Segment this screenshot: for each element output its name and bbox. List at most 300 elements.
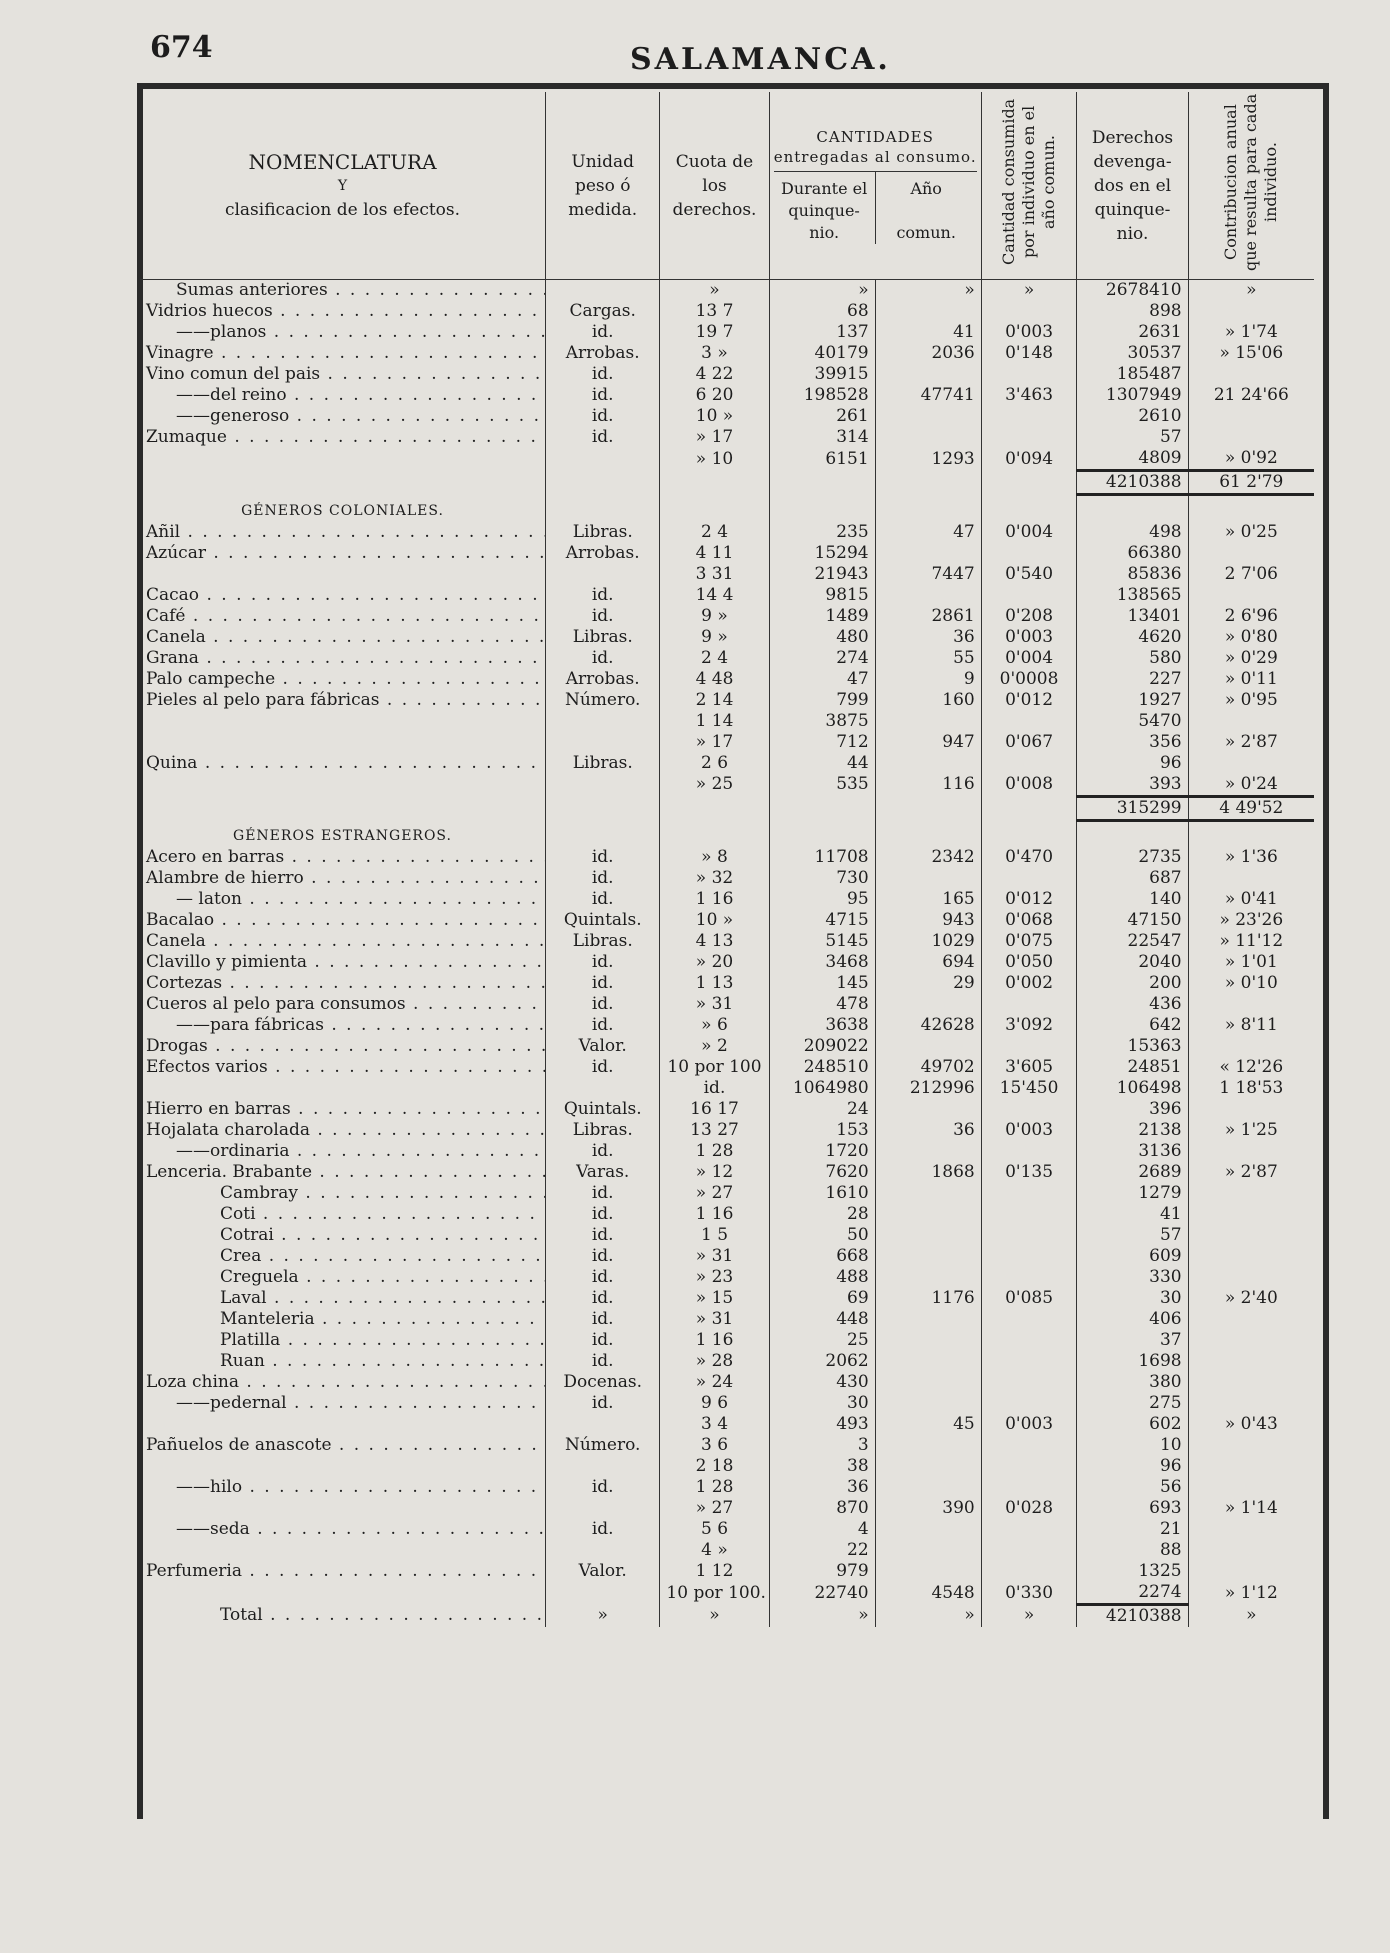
item-name: Cacao . . . (140, 585, 546, 606)
total-row (140, 1605, 1314, 1628)
header-cantidad-individuo: Cantidad consumida por individuo en el año comun. (981, 92, 1077, 280)
cell (875, 1435, 981, 1456)
table-row (140, 627, 1314, 648)
cell: 396 (1077, 1099, 1188, 1120)
cell: Varas. (546, 1162, 660, 1183)
cell (769, 495, 875, 522)
item-name (140, 732, 546, 753)
cell: 1927 (1077, 690, 1188, 711)
cell: 943 (875, 910, 981, 931)
cell: 0'068 (981, 910, 1077, 931)
cell: id. (546, 1225, 660, 1246)
cell (1188, 1309, 1314, 1330)
item-name: ——hilo . . . (140, 1477, 546, 1498)
cell: 153 (769, 1120, 875, 1141)
cell: id. (546, 1330, 660, 1351)
table-row (140, 543, 1314, 564)
cell: id. (546, 1477, 660, 1498)
item-name (140, 448, 546, 471)
cell: 1 18'53 (1188, 1078, 1314, 1099)
cell (546, 732, 660, 753)
table-row (140, 1519, 1314, 1540)
cell: 36 (769, 1477, 875, 1498)
cell: 1325 (1077, 1561, 1188, 1582)
cell: 668 (769, 1246, 875, 1267)
cell (1188, 406, 1314, 427)
cell: 4715 (769, 910, 875, 931)
cell (546, 711, 660, 732)
cell: 0'085 (981, 1288, 1077, 1309)
item-name: Cambray . . . (140, 1183, 546, 1204)
cell: 185487 (1077, 364, 1188, 385)
item-name: ——seda . . . (140, 1519, 546, 1540)
cell: 47 (875, 522, 981, 543)
cell: 235 (769, 522, 875, 543)
cell: 29 (875, 973, 981, 994)
item-name: Palo campeche . . . (140, 669, 546, 690)
cell: » 2'40 (1188, 1288, 1314, 1309)
cell: 0'004 (981, 522, 1077, 543)
table-row (140, 1120, 1314, 1141)
cell (1188, 994, 1314, 1015)
item-name: Cortezas . . . (140, 973, 546, 994)
section-heading (140, 820, 1314, 847)
cell: 7620 (769, 1162, 875, 1183)
cell (875, 1267, 981, 1288)
item-name: Platilla . . . (140, 1330, 546, 1351)
cell: id. (546, 585, 660, 606)
cell (981, 1372, 1077, 1393)
table-row (140, 301, 1314, 322)
cell: 15363 (1077, 1036, 1188, 1057)
cell: 2062 (769, 1351, 875, 1372)
cell: 380 (1077, 1372, 1188, 1393)
cell: 106498 (1077, 1078, 1188, 1099)
total-cell: » (769, 1605, 875, 1628)
cell: 4 11 (660, 543, 769, 564)
cell: id. (546, 1015, 660, 1036)
cell: 30 (1077, 1288, 1188, 1309)
table-row (140, 1582, 1314, 1605)
cell: » 6 (660, 1015, 769, 1036)
cell: 430 (769, 1372, 875, 1393)
cell (1188, 1246, 1314, 1267)
cell: 22 (769, 1540, 875, 1561)
table-row (140, 1477, 1314, 1498)
cell (546, 1498, 660, 1519)
cell: 10 » (660, 406, 769, 427)
table-row (140, 1078, 1314, 1099)
cell (981, 471, 1077, 495)
cell (981, 994, 1077, 1015)
cell: 21 24'66 (1188, 385, 1314, 406)
cell: 2040 (1077, 952, 1188, 973)
cell: Arrobas. (546, 543, 660, 564)
cell: Arrobas. (546, 669, 660, 690)
cell (1188, 1267, 1314, 1288)
cell (981, 1099, 1077, 1120)
cell: Cargas. (546, 301, 660, 322)
cell (660, 796, 769, 820)
table-row (140, 1540, 1314, 1561)
subtotal-row (140, 796, 1314, 820)
cell (546, 471, 660, 495)
cell: 9 » (660, 606, 769, 627)
cell: 41 (875, 322, 981, 343)
cell (981, 301, 1077, 322)
item-name: Sumas anteriores . . . (140, 280, 546, 302)
cell: id. (546, 1309, 660, 1330)
item-name: Vino comun del pais . . . (140, 364, 546, 385)
cell: 10 (1077, 1435, 1188, 1456)
cell: id. (546, 952, 660, 973)
cell: 712 (769, 732, 875, 753)
cell: 4620 (1077, 627, 1188, 648)
table-row (140, 1288, 1314, 1309)
item-name: Quina . . . (140, 753, 546, 774)
cell: » (981, 280, 1077, 302)
cell: 68 (769, 301, 875, 322)
cell: 47150 (1077, 910, 1188, 931)
page-title: SALAMANCA. (630, 42, 891, 77)
cell (875, 753, 981, 774)
cell: » 8 (660, 847, 769, 868)
cell (875, 495, 981, 522)
table-row (140, 690, 1314, 711)
cell (981, 711, 1077, 732)
cell: » 2'87 (1188, 1162, 1314, 1183)
cell: » 31 (660, 994, 769, 1015)
cell: id. (546, 994, 660, 1015)
cell: 3 » (660, 343, 769, 364)
cell: 0'208 (981, 606, 1077, 627)
table-row (140, 1225, 1314, 1246)
cell: » 28 (660, 1351, 769, 1372)
cell: 24 (769, 1099, 875, 1120)
cell: 9 » (660, 627, 769, 648)
total-cell: » (660, 1605, 769, 1628)
cell: id. (546, 1393, 660, 1414)
cell: » 23 (660, 1267, 769, 1288)
cell: 1279 (1077, 1183, 1188, 1204)
section-title: GÉNEROS COLONIALES. (241, 502, 444, 519)
cell: 42628 (875, 1015, 981, 1036)
cell: » 31 (660, 1246, 769, 1267)
cell (1188, 1204, 1314, 1225)
cell: 314 (769, 427, 875, 448)
table-row (140, 606, 1314, 627)
cell: id. (546, 322, 660, 343)
cell: » 1'25 (1188, 1120, 1314, 1141)
cell (981, 1477, 1077, 1498)
cell (981, 1204, 1077, 1225)
cell: 21943 (769, 564, 875, 585)
cell (660, 495, 769, 522)
table-row (140, 1372, 1314, 1393)
item-name: Ruan . . . (140, 1351, 546, 1372)
cell: 0'075 (981, 931, 1077, 952)
cell: 580 (1077, 648, 1188, 669)
cell: 2 18 (660, 1456, 769, 1477)
table-body (140, 280, 1314, 1628)
cell: 1720 (769, 1141, 875, 1162)
cell (1188, 495, 1314, 522)
cell: Libras. (546, 627, 660, 648)
cell: » 17 (660, 427, 769, 448)
cell: Arrobas. (546, 343, 660, 364)
section-heading (140, 495, 1314, 522)
cell (546, 448, 660, 471)
cell: » 20 (660, 952, 769, 973)
item-name: Vinagre . . . (140, 343, 546, 364)
cell: 2678410 (1077, 280, 1188, 302)
cell: Número. (546, 690, 660, 711)
cell: 1 16 (660, 889, 769, 910)
cell: 137 (769, 322, 875, 343)
cell: 2610 (1077, 406, 1188, 427)
cell: 0'330 (981, 1582, 1077, 1605)
cell: 3 (769, 1435, 875, 1456)
cell: 85836 (1077, 564, 1188, 585)
table-row (140, 994, 1314, 1015)
cell: 0'028 (981, 1498, 1077, 1519)
cell: Número. (546, 1435, 660, 1456)
cell: 1 28 (660, 1477, 769, 1498)
item-name: Zumaque . . . (140, 427, 546, 448)
cell: 2631 (1077, 322, 1188, 343)
cell: » (875, 280, 981, 302)
subtotal-derechos: 315299 (1077, 796, 1188, 820)
total-cell: 4210388 (1077, 1605, 1188, 1628)
table-row (140, 1498, 1314, 1519)
item-name: ——planos . . . (140, 322, 546, 343)
cell: 212996 (875, 1078, 981, 1099)
item-name: ——del reino . . . (140, 385, 546, 406)
cell: 5145 (769, 931, 875, 952)
table-row (140, 406, 1314, 427)
cell: 602 (1077, 1414, 1188, 1435)
cell: 248510 (769, 1057, 875, 1078)
cell: 898 (1077, 301, 1188, 322)
header-cantidades: CANTIDADES entregadas al consumo. Durante el quinque- nio. Año comun. (769, 92, 981, 280)
cell: Docenas. (546, 1372, 660, 1393)
cell: 69 (769, 1288, 875, 1309)
cell: 0'012 (981, 889, 1077, 910)
cell (1188, 364, 1314, 385)
cell: 2 7'06 (1188, 564, 1314, 585)
table-row (140, 753, 1314, 774)
cell: id. (546, 1288, 660, 1309)
cell (875, 1036, 981, 1057)
cell: 57 (1077, 427, 1188, 448)
cell (1188, 753, 1314, 774)
cell: 14 4 (660, 585, 769, 606)
table-row (140, 711, 1314, 732)
cell (546, 1456, 660, 1477)
cell: 1 13 (660, 973, 769, 994)
item-name (140, 1078, 546, 1099)
cell (546, 1414, 660, 1435)
cell: 160 (875, 690, 981, 711)
cell (140, 796, 546, 820)
table-row (140, 1414, 1314, 1435)
item-name: Pañuelos de anascote . . . (140, 1435, 546, 1456)
cell (1188, 427, 1314, 448)
cell: id. (546, 648, 660, 669)
item-name: Vidrios huecos . . . (140, 301, 546, 322)
cell (875, 1519, 981, 1540)
cell: 4809 (1077, 448, 1188, 471)
cell: id. (546, 973, 660, 994)
cell: 0'003 (981, 1414, 1077, 1435)
cell (1188, 301, 1314, 322)
cell (981, 1141, 1077, 1162)
cell: 55 (875, 648, 981, 669)
cell (981, 1519, 1077, 1540)
cell: » 31 (660, 1309, 769, 1330)
cell (875, 1477, 981, 1498)
cell: 3'605 (981, 1057, 1077, 1078)
cell: 4548 (875, 1582, 981, 1605)
table-row (140, 868, 1314, 889)
item-name: Coti . . . (140, 1204, 546, 1225)
table-row (140, 973, 1314, 994)
table-row (140, 564, 1314, 585)
item-name: — laton . . . (140, 889, 546, 910)
cell: » 0'10 (1188, 973, 1314, 994)
cell: 694 (875, 952, 981, 973)
cell: 1293 (875, 448, 981, 471)
cell: » 17 (660, 732, 769, 753)
table-row (140, 1057, 1314, 1078)
cell: 0'470 (981, 847, 1077, 868)
cell (1188, 1561, 1314, 1582)
cell: 47 (769, 669, 875, 690)
cell: 6151 (769, 448, 875, 471)
table-row (140, 1435, 1314, 1456)
table-row (140, 1204, 1314, 1225)
cell (875, 585, 981, 606)
table-row (140, 889, 1314, 910)
cell: id. (546, 1183, 660, 1204)
cell: 11708 (769, 847, 875, 868)
cell (1188, 1036, 1314, 1057)
cell (1188, 1456, 1314, 1477)
cell: 138565 (1077, 585, 1188, 606)
cell: » (769, 280, 875, 302)
cell: 1610 (769, 1183, 875, 1204)
cell: 1 16 (660, 1330, 769, 1351)
cell (981, 585, 1077, 606)
cell (875, 427, 981, 448)
table-row (140, 1561, 1314, 1582)
cell: 480 (769, 627, 875, 648)
cell: » 0'80 (1188, 627, 1314, 648)
cell: 57 (1077, 1225, 1188, 1246)
cell: 209022 (769, 1036, 875, 1057)
cell: 39915 (769, 364, 875, 385)
cell: » 2 (660, 1036, 769, 1057)
cell (1188, 820, 1314, 847)
cell: 2274 (1077, 1582, 1188, 1605)
cell: 10 por 100 (660, 1057, 769, 1078)
cell: 198528 (769, 385, 875, 406)
cell: id. (546, 868, 660, 889)
table-row (140, 1309, 1314, 1330)
table-row (140, 648, 1314, 669)
cell: 4 22 (660, 364, 769, 385)
item-name: Canela . . . (140, 931, 546, 952)
cell (981, 820, 1077, 847)
cell: 140 (1077, 889, 1188, 910)
cell: » 0'92 (1188, 448, 1314, 471)
header-quinquenio: Durante el quinque- nio. (774, 172, 876, 244)
cell: 3875 (769, 711, 875, 732)
cell: 10 por 100. (660, 1582, 769, 1605)
cell: Valor. (546, 1036, 660, 1057)
cell (1188, 1435, 1314, 1456)
cell (875, 471, 981, 495)
cell (981, 1351, 1077, 1372)
cell (981, 495, 1077, 522)
cell: 0'148 (981, 343, 1077, 364)
item-name: Loza china . . . (140, 1372, 546, 1393)
cell: Valor. (546, 1561, 660, 1582)
cell (875, 1183, 981, 1204)
cell: » 23'26 (1188, 910, 1314, 931)
table-row (140, 774, 1314, 797)
cell: 5470 (1077, 711, 1188, 732)
cell: 0'003 (981, 1120, 1077, 1141)
cell: » 0'25 (1188, 522, 1314, 543)
cell (1188, 1099, 1314, 1120)
cell: 2 4 (660, 522, 769, 543)
cell: 13401 (1077, 606, 1188, 627)
table-row (140, 585, 1314, 606)
item-name: Hierro en barras . . . (140, 1099, 546, 1120)
item-name (140, 1540, 546, 1561)
table-row (140, 522, 1314, 543)
cell: 4 » (660, 1540, 769, 1561)
subtotal-contribucion: 4 49'52 (1188, 796, 1314, 820)
item-name: Manteleria . . . (140, 1309, 546, 1330)
cell (875, 1561, 981, 1582)
cell: » 2'87 (1188, 732, 1314, 753)
cell: 2 6 (660, 753, 769, 774)
cell: » 0'24 (1188, 774, 1314, 797)
cell: » (660, 280, 769, 302)
cell: 1029 (875, 931, 981, 952)
cell: 22547 (1077, 931, 1188, 952)
item-name (140, 564, 546, 585)
cell: 730 (769, 868, 875, 889)
cell: id. (546, 1246, 660, 1267)
cell: » 25 (660, 774, 769, 797)
header-cuota: Cuota de los derechos. (660, 92, 769, 280)
cell: 498 (1077, 522, 1188, 543)
table-row (140, 1162, 1314, 1183)
cell: 3'463 (981, 385, 1077, 406)
cell: 96 (1077, 753, 1188, 774)
cell (981, 1225, 1077, 1246)
cell (546, 774, 660, 797)
item-name: Alambre de hierro . . . (140, 868, 546, 889)
table-row (140, 385, 1314, 406)
cell (1188, 1519, 1314, 1540)
cell: 16 17 (660, 1099, 769, 1120)
cell (1188, 1393, 1314, 1414)
cell: id. (546, 1204, 660, 1225)
